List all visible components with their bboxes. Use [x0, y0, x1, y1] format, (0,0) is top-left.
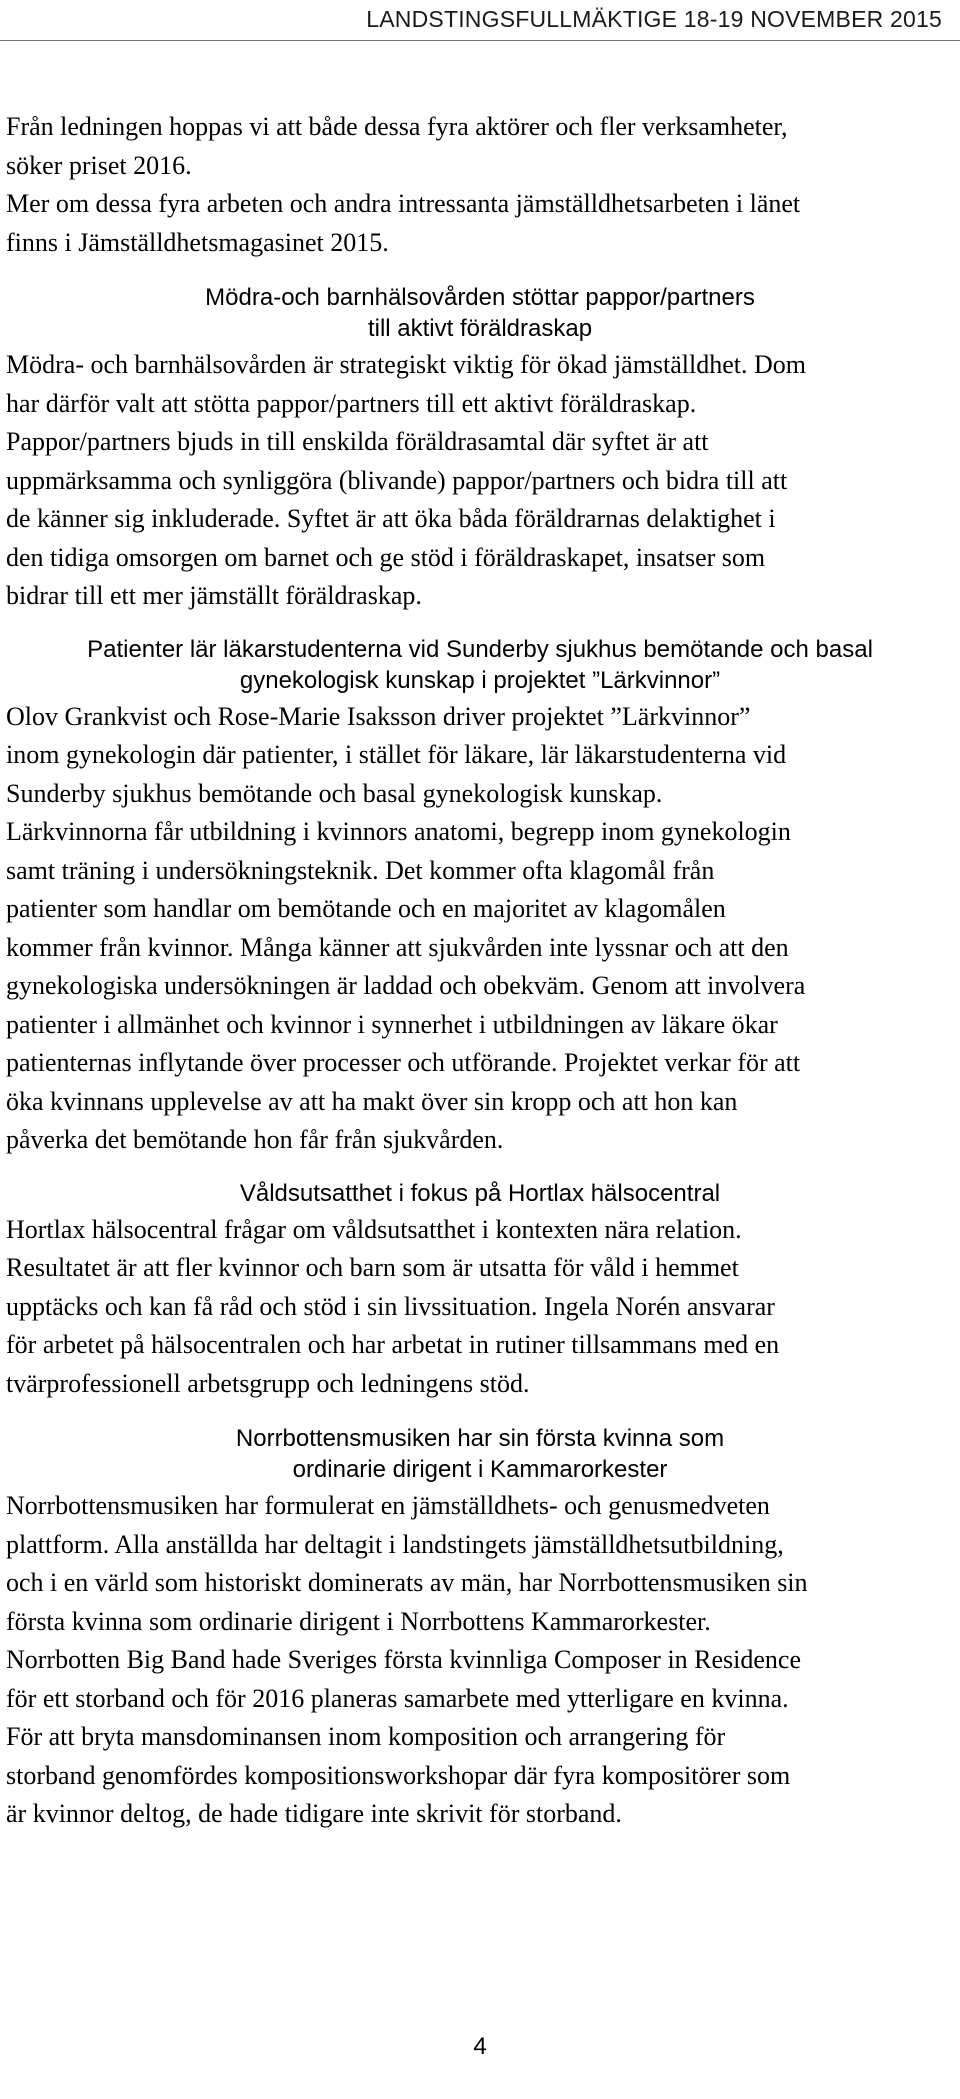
section-body-norrbottensmusiken	[0, 1487, 960, 1834]
body-line: Norrbottensmusiken har formulerat en jämställdhets- och genusmedveten	[6, 1491, 770, 1520]
heading-line: Mödra-och barnhälsovården stöttar pappor/partners	[205, 284, 755, 311]
heading-line: Våldsutsatthet i fokus på Hortlax hälsocentral	[239, 1179, 721, 1207]
intro-paragraph	[0, 108, 960, 262]
body-line: gynekologiska undersökningen är laddad och obekväm. Genom att involvera	[6, 971, 806, 1000]
section-heading-hortlax	[0, 1178, 960, 1209]
body-line: inom gynekologin där patienter, i stället för läkare, lär läkarstudenterna vid	[6, 740, 787, 769]
section-heading-norrbottensmusiken	[0, 1423, 960, 1485]
body-line: påverka det bemötande hon får från sjukvården.	[6, 1125, 504, 1154]
section-heading-larkvinnor	[0, 634, 960, 696]
heading-line: till aktivt föräldraskap	[367, 315, 593, 342]
body-line: Lärkvinnorna får utbildning i kvinnors anatomi, begrepp inom gynekologin	[6, 817, 791, 846]
body-line: är kvinnor deltog, de hade tidigare inte skrivit för storband.	[6, 1799, 622, 1828]
section-body-modra-barnhalsovard	[0, 346, 960, 616]
body-line: Sunderby sjukhus bemötande och basal gynekologisk kunskap.	[6, 778, 663, 808]
body-line: storband genomfördes kompositionsworkshopar där fyra kompositörer som	[6, 1760, 791, 1790]
body-line: patienternas inflytande över processer och utförande. Projektet verkar för att	[6, 1048, 801, 1077]
page-number: 4	[473, 2033, 487, 2060]
running-header: LANDSTINGSFULLMÄKTIGE 18-19 NOVEMBER 2015	[366, 6, 942, 32]
body-line: Resultatet är att fler kvinnor och barn som är utsatta för våld i hemmet	[6, 1253, 739, 1282]
intro-line: Mer om dessa fyra arbeten och andra intressanta jämställdhetsarbeten i länet	[6, 189, 801, 218]
body-line: samt träning i undersökningsteknik. Det kommer ofta klagomål från	[6, 855, 715, 885]
body-line: de känner sig inkluderade. Syftet är att öka båda föräldrarnas delaktighet i	[6, 504, 776, 533]
body-line: uppmärksamma och synliggöra (blivande) pappor/partners och bidra till att	[6, 465, 788, 495]
section-heading-modra-barnhalsovard	[0, 282, 960, 344]
body-line: Pappor/partners bjuds in till enskilda föräldrasamtal där syftet är att	[6, 427, 709, 456]
body-line: För att bryta mansdominansen inom komposition och arrangering för	[6, 1722, 726, 1751]
document-body	[0, 108, 960, 1834]
body-line: första kvinna som ordinarie dirigent i Norrbottens Kammarorkester.	[6, 1606, 711, 1636]
body-line: kommer från kvinnor. Många känner att sjukvården inte lyssnar och att den	[6, 932, 789, 962]
body-line: patienter i allmänhet och kvinnor i synnerhet i utbildningen av läkare ökar	[6, 1009, 778, 1039]
body-line: öka kvinnans upplevelse av att ha makt över sin kropp och att hon kan	[6, 1086, 738, 1116]
body-line: Olov Grankvist och Rose-Marie Isaksson driver projektet ”Lärkvinnor”	[6, 701, 751, 731]
section-body-larkvinnor	[0, 698, 960, 1160]
intro-line: finns i Jämställdhetsmagasinet 2015.	[6, 227, 389, 257]
body-line: bidrar till ett mer jämställt föräldraskap.	[6, 581, 422, 610]
body-line: och i en värld som historiskt dominerats av män, har Norrbottensmusiken sin	[6, 1568, 808, 1597]
heading-line: Norrbottensmusiken har sin första kvinna som	[235, 1425, 725, 1452]
body-line: för ett storband och för 2016 planeras samarbete med ytterligare en kvinna.	[6, 1683, 789, 1713]
body-line: plattform. Alla anställda har deltagit i landstingets jämställdhetsutbildning,	[6, 1529, 784, 1559]
heading-line: gynekologisk kunskap i projektet ”Lärkvinnor”	[239, 666, 721, 694]
section-body-hortlax	[0, 1211, 960, 1404]
body-line: Mödra- och barnhälsovården är strategiskt viktig för ökad jämställdhet. Dom	[6, 350, 807, 379]
heading-line: Patienter lär läkarstudenterna vid Sunderby sjukhus bemötande och basal	[87, 635, 873, 663]
body-line: den tidiga omsorgen om barnet och ge stöd i föräldraskapet, insatser som	[6, 542, 766, 572]
header-divider	[0, 40, 960, 41]
body-line: för arbetet på hälsocentralen och har arbetat in rutiner tillsammans med en	[6, 1330, 780, 1359]
body-line: Norrbotten Big Band hade Sveriges första kvinnliga Composer in Residence	[6, 1645, 802, 1674]
body-line: tvärprofessionell arbetsgrupp och ledningens stöd.	[6, 1368, 530, 1398]
body-line: Hortlax hälsocentral frågar om våldsutsatthet i kontexten nära relation.	[6, 1214, 742, 1244]
intro-line: Från ledningen hoppas vi att både dessa fyra aktörer och fler verksamheter,	[6, 112, 788, 141]
heading-line: ordinarie dirigent i Kammarorkester	[292, 1456, 668, 1483]
body-line: har därför valt att stötta pappor/partners till ett aktivt föräldraskap.	[6, 388, 697, 418]
body-line: upptäcks och kan få råd och stöd i sin livssituation. Ingela Norén ansvarar	[6, 1291, 775, 1321]
intro-line: söker priset 2016.	[6, 150, 192, 180]
body-line: patienter som handlar om bemötande och en majoritet av klagomålen	[6, 894, 726, 923]
